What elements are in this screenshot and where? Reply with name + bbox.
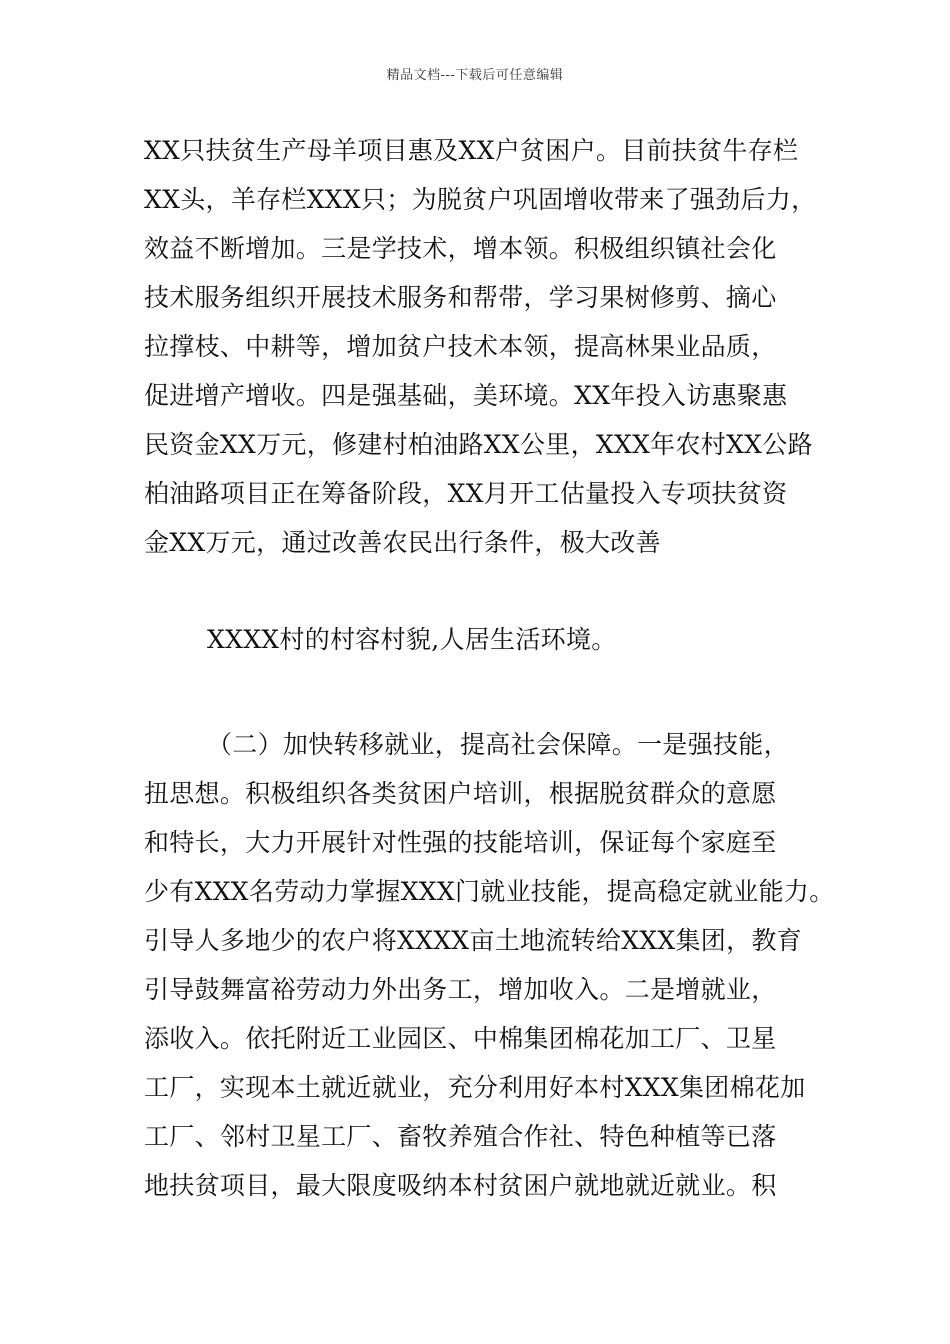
text-line: 添收入。依托附近工业园区、中棉集团棉花加工厂、卫星 [144,1024,777,1053]
text-line: 民资金XX万元，修建村柏油路XX公里，XXX年农村XX公路 [144,430,813,459]
text-line: XXXX村的村容村貌,人居生活环境。 [207,625,617,654]
text-line: 工厂，实现本土就近就业，充分利用好本村XXX集团棉花加 [144,1073,806,1102]
text-line: 拉撑枝、中耕等，增加贫户技术本领，提高林果业品质， [144,332,777,361]
text-line: 促进增产增收。四是强基础，美环境。XX年投入访惠聚惠 [144,381,788,410]
text-line: 效益不断增加。三是学技术，增本领。积极组织镇社会化 [144,234,777,263]
text-line: 引导人多地少的农户将XXXX亩土地流转给XXX集团，教育 [144,926,802,955]
text-line: （二）加快转移就业，提高社会保障。一是强技能， [207,730,789,759]
text-line: XX头，羊存栏XXX只；为脱贫户巩固增收带来了强劲后力， [144,185,817,214]
text-line: 工厂、邻村卫星工厂、畜牧养殖合作社、特色种植等已落 [144,1122,777,1151]
text-line: 和特长，大力开展针对性强的技能培训，保证每个家庭至 [144,828,777,857]
text-line: 引导鼓舞富裕劳动力外出务工，增加收入。二是增就业， [144,975,777,1004]
text-line: 金XX万元，通过改善农民出行条件，极大改善 [144,528,661,557]
text-line: 地扶贫项目，最大限度吸纳本村贫困户就地就近就业。积 [144,1171,777,1200]
text-line: 技术服务组织开展技术服务和帮带，学习果树修剪、摘心 [144,283,777,312]
text-line: 扭思想。积极组织各类贫困户培训，根据脱贫群众的意愿 [144,779,777,808]
text-line: 柏油路项目正在筹备阶段，XX月开工估量投入专项扶贫资 [144,479,788,508]
page-header: 精品文档---下载后可任意编辑 [386,68,564,83]
text-line: XX只扶贫生产母羊项目惠及XX户贫困户。目前扶贫牛存栏 [144,136,799,165]
text-line: 少有XXX名劳动力掌握XXX门就业技能，提高稳定就业能力。 [144,877,835,906]
